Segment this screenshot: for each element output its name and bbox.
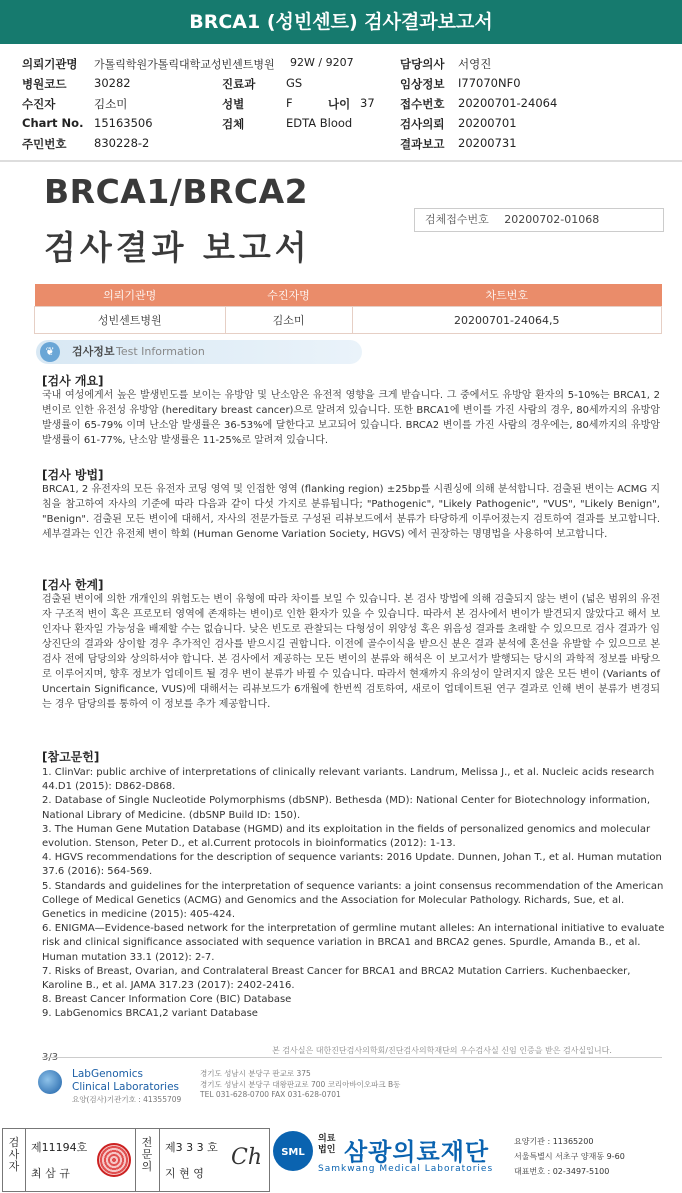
doc-title: BRCA1/BRCA2 xyxy=(44,172,309,211)
clinical: I77070NF0 xyxy=(458,76,521,90)
reference-list xyxy=(42,766,666,1022)
specimen-label: 검체 xyxy=(222,117,245,131)
report-date-label: 결과보고 xyxy=(400,137,445,151)
foundation-info-2: 서울특별시 서초구 양재동 9-60 xyxy=(514,1152,625,1161)
hospital-code: 30282 xyxy=(94,76,131,90)
table-cell: 김소미 xyxy=(225,307,352,334)
inspector-label: 검사자 xyxy=(8,1136,20,1173)
ssn-label: 주민번호 xyxy=(22,137,67,151)
clinical-label: 임상정보 xyxy=(400,77,445,91)
requesting-org: 가톨릭학원가톨릭대학교성빈센트병원 xyxy=(94,58,275,71)
signature: Ch xyxy=(231,1145,263,1170)
foundation-prefix-1: 의료 xyxy=(318,1134,336,1144)
doctor: 서영진 xyxy=(458,57,492,71)
info-label-ko: 검사정보 xyxy=(72,345,115,358)
section-title-method: [검사 방법] xyxy=(42,468,104,482)
lab-name-1: LabGenomics xyxy=(72,1068,144,1080)
signature-box xyxy=(2,1128,270,1192)
sex: F xyxy=(286,96,293,110)
foundation-info-3: 대표번호 : 02-3497-5100 xyxy=(514,1167,610,1176)
section-text-limits: 검출된 변이에 의한 개개인의 위험도는 변이 유형에 따라 차이를 보일 수 있습니다. 본 검사 방법에 의해 검출되지 않는 변이 (넓은 범위의 유전자 구조적 변이 혹은 프로모터 영역에 존재하는 변이)로 인한 환자가 있을 수 있습니다. 따라서 본 검사에서 변이가 발견되지 않았다고 해서 보인자나 환자일 가능성을 배제할 수는 없습니다. 낮은 빈도로 관찰되는 다형성이 위양성 혹은 위음성 결과를 초래할 수 있으므로 검사 결과가 임상진단의 결과와 상이할 경우 추가적인 검사를 받으시길 권합니다. 이전에 골수이식을 받으신 분은 결과 분석에 혼선을 유발할 수 있으므로 본 검사 전에 담당의와 상의하셔야 합니다. 본 검사에서 제공하는 모든 변이의 분류와 해석은 이 보고서가 발행되는 당시의 과학적 정보를 바탕으로 이루어지며, 향후 정보가 업데이트 될 경우 변이 분류가 바뀔 수 있습니다. 따라서 현재까지 유의성이 알려지지 않은 모든 변이 (Variants of Uncertain Significance, VUS)에 대해서는 리뷰보드가 6개월에 한번씩 검토하여, 새로이 업데이트된 연구 결과로 인해 변이 분류가 변경되는 경우 담당의를 통하여 이 정보를 추가 제공합니다. xyxy=(42,594,660,710)
table-header: 차트번호 xyxy=(352,284,661,307)
section-text-method: BRCA1, 2 유전자의 모든 유전자 코딩 영역 및 인접한 영역 (flanking region) ±25bp를 시퀀싱에 의해 분석합니다. 검출된 변이는 ACMG 지침을 참고하여 자사의 기준에 따라 다음과 같이 다섯 가지로 분류됩니다; "Pathogenic", "Likely Pathogenic", "VUS", "Likely Benign", "Benign". 검출된 모든 변이에 대해서, 자사의 전문가들로 구성된 리뷰보드에서 분류가 타당하게 이루어졌는지 검토하여 결과를 보고합니다. 세부결과는 인간 유전체 변이 학회 (Human Genome Variation Society, HGVS) 에서 권장하는 명명법을 사용하여 보고합니다. xyxy=(42,484,660,540)
section-text-overview: 국내 여성에게서 높은 발생빈도를 보이는 유방암 및 난소암은 유전적 영향을 크게 받습니다. 그 중에서도 유방암 환자의 5-10%는 BRCA1, 2 변이로 인한 유전성 유방암 (hereditary breast cancer)으로 알려져 있습니다. 또한 BRCA1에 변이를 가진 사람의 경우, 80세까지의 유방암 발생률이 65-79% 이며 난소암 발생률은 36-53%에 달한다고 보고되어 있습니다. BRCA2 변이를 가진 사람의 경우에는, 80세까지의 유방암 발생률이 61-77%, 난소암 발생률은 11-25%로 알려져 있습니다. xyxy=(42,390,660,446)
age: 37 xyxy=(360,96,375,110)
specialist-label: 전문의 xyxy=(141,1136,153,1173)
list-item: 6. ENIGMA—Evidence-based network for the interpretation of germline mutant alleles: An international initiative to evaluate risk and clinical significance associated with sequence variation in BRCA1 and BRCA2 genes. Spurdle, Amanda B., et al. Human mutation 33.1 (2012): 2-7. xyxy=(42,923,665,963)
foundation-name: 삼광의료재단 xyxy=(344,1138,490,1166)
header-divider xyxy=(0,160,682,162)
section-title-overview: [검사 개요] xyxy=(42,374,104,388)
patient: 김소미 xyxy=(94,97,128,111)
inspector-name: 최 삼 규 xyxy=(31,1167,70,1180)
req-date: 20200701 xyxy=(458,116,517,130)
divider xyxy=(159,1129,160,1191)
specialist-no: 제3 3 3 호 xyxy=(165,1141,218,1154)
sml-logo-text: SML xyxy=(281,1147,305,1158)
foundation-prefix xyxy=(318,1134,335,1156)
table-cell: 20200701-24064,5 xyxy=(352,307,661,334)
room: 92W / 9207 xyxy=(290,56,354,69)
lab-name xyxy=(72,1068,179,1094)
ribbon-icon: ❦ xyxy=(40,342,60,362)
recv-value: 20200702-01068 xyxy=(504,213,600,226)
list-item: 8. Breast Cancer Information Core (BIC) Database xyxy=(42,994,292,1006)
scanned-report-page xyxy=(0,164,682,1104)
inspector-no: 제11194호 xyxy=(31,1141,88,1154)
signature-footer xyxy=(0,1128,682,1192)
specimen: EDTA Blood xyxy=(286,116,353,130)
list-item: 1. ClinVar: public archive of interpretations of clinically relevant variants. Landrum, Melissa J., et al. Nucleic acids research 44.D1 (2015): D862-D868. xyxy=(42,767,655,793)
chart-label: Chart No. xyxy=(22,116,84,130)
list-item: 4. HGVS recommendations for the description of sequence variants: 2016 Update. Dunnen, Johan T., et al. Human mutation 37.6 (2016): 564-569. xyxy=(42,852,662,878)
section-title-references: [참고문헌] xyxy=(42,750,100,764)
report-date: 20200731 xyxy=(458,136,517,150)
lab-address-2: 경기도 성남시 분당구 대왕판교로 700 코리아바이오파크 B동 xyxy=(200,1079,401,1089)
table-header: 수진자명 xyxy=(225,284,352,307)
list-item: 5. Standards and guidelines for the interpretation of sequence variants: a joint consensus recommendation of the American College of Medical Genetics (ACMG) and Genomics and the Association for Molecular Pathology. Richards, Sue, et al. Genetics in medicine (2015): 405-424. xyxy=(42,880,664,921)
lab-address-1: 경기도 성남시 분당구 판교로 375 xyxy=(200,1069,311,1078)
patient-label: 수진자 xyxy=(22,97,56,111)
doc-subtitle: 검사결과 보고서 xyxy=(44,228,311,267)
specimen-receipt-box xyxy=(414,208,664,232)
dept-label: 진료과 xyxy=(222,77,256,91)
sex-label: 성별 xyxy=(222,97,245,111)
requesting-org-label: 의뢰기관명 xyxy=(22,57,78,71)
chart: 15163506 xyxy=(94,116,153,130)
report-header xyxy=(0,48,682,156)
lab-address xyxy=(200,1069,400,1101)
doctor-label: 담당의사 xyxy=(400,57,445,71)
dept: GS xyxy=(286,76,303,90)
receipt: 20200701-24064 xyxy=(458,96,558,110)
divider xyxy=(135,1129,136,1191)
list-item: 2. Database of Single Nucleotide Polymorphisms (dbSNP). Bethesda (MD): National Center for Biotechnology information, National Library of Medicine. (dbSNP Build ID: 150). xyxy=(42,795,651,821)
seal-stamp-icon xyxy=(97,1143,131,1177)
specialist-name: 지 현 영 xyxy=(165,1167,204,1180)
lab-address-3: TEL 031-628-0700 FAX 031-628-0701 xyxy=(200,1090,341,1099)
hospital-code-label: 병원코드 xyxy=(22,77,67,91)
section-title-limits: [검사 한계] xyxy=(42,578,104,592)
cert-note: 본 검사실은 대한진단검사의학회/진단검사의학재단의 우수검사실 신임 인증을 받은 검사실입니다. xyxy=(272,1046,612,1055)
labgenomics-logo-icon xyxy=(38,1070,62,1094)
list-item: 9. LabGenomics BRCA1,2 variant Database xyxy=(42,1008,258,1020)
table-header: 의뢰기관명 xyxy=(35,284,226,307)
lab-name-2: Clinical Laboratories xyxy=(72,1081,180,1093)
list-item: 7. Risks of Breast, Ovarian, and Contralateral Breast Cancer for BRCA1 and BRCA2 Mutation Carriers. Kuchenbaecker, Karoline B., et al. JAMA 317.23 (2017): 2402-2416. xyxy=(42,965,631,992)
divider xyxy=(25,1129,26,1191)
ssn: 830228-2 xyxy=(94,136,150,150)
footer-divider xyxy=(42,1057,662,1058)
foundation-name-en: Samkwang Medical Laboratories xyxy=(318,1164,494,1174)
recv-label: 검체접수번호 xyxy=(425,213,489,226)
report-title: BRCA1 (성빈센트) 검사결과보고서 xyxy=(0,0,682,44)
foundation-info-1: 요양기관 : 11365200 xyxy=(514,1137,594,1146)
patient-table xyxy=(34,284,662,334)
foundation-prefix-2: 법인 xyxy=(318,1145,336,1155)
foundation-info xyxy=(514,1134,625,1179)
receipt-label: 접수번호 xyxy=(400,97,445,111)
table-cell: 성빈센트병원 xyxy=(35,307,226,334)
list-item: 3. The Human Gene Mutation Database (HGMD) and its exploitation in the fields of personalized genomics and molecular evolution. Stenson, Peter D., et al.Current protocols in bioinformatics (2012): 1-13. xyxy=(42,823,651,850)
age-label: 나이 xyxy=(328,97,351,111)
test-info-bar xyxy=(36,340,362,364)
sml-logo-icon xyxy=(272,1130,314,1172)
req-date-label: 검사의뢰 xyxy=(400,117,445,131)
lab-code: 요양(검사)기관기호 : 41355709 xyxy=(72,1095,182,1104)
info-label-en: Test Information xyxy=(116,345,205,358)
